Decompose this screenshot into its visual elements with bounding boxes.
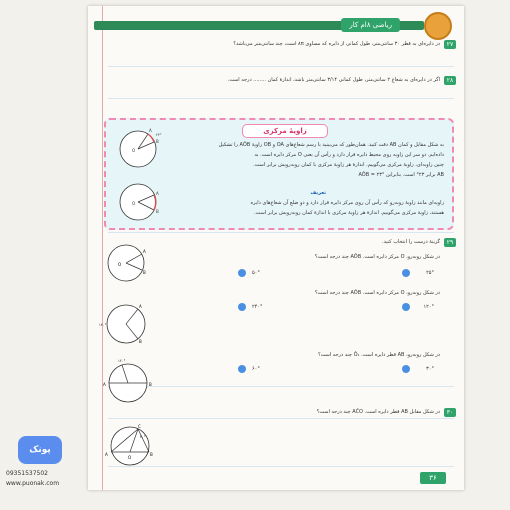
q29b-circle [98, 298, 154, 350]
book-logo-icon [424, 12, 452, 40]
box-paragraph: داده‌ایم. دو سر این زاویه روی محیط دایره قرار دارد و رأس آن یعنی O مرکز دایره است. به [254, 152, 444, 158]
q29b-text: در شکل روبه‌رو، O مرکز دایره است. AÔB چند درجه است؟ [314, 290, 440, 296]
box-paragraph: به شکل مقابل و کمان AB دقت کنید. همان‌طور که می‌بینید با رسم شعاع‌های OA و OB زاویهٔ AÔB را تشکیل [218, 142, 444, 148]
page-number: ۳۶ [420, 472, 446, 484]
circle-diagram-2 [114, 178, 164, 224]
definition-label: تعریف [310, 190, 326, 196]
header-tag: ریاضی ۸ام کار [341, 18, 400, 32]
q30-number: ۳۰ [444, 408, 456, 417]
box-paragraph: AB برابر ۲۳° است. بنابراین AÔB = ۲۳° [358, 172, 444, 178]
q29c-option-2-bullet[interactable] [238, 365, 246, 373]
svg-text:۱۲۰°: ۱۲۰° [99, 323, 107, 327]
q29c-text: در شکل روبه‌رو، AB قطر دایره است. Ô₁ چند درجه است؟ [318, 352, 440, 358]
svg-text:B: B [139, 339, 142, 344]
box-paragraph: چنین زاویه‌ای، زاویهٔ مرکزی می‌گوییم. اندازهٔ هر زاویهٔ مرکزی با کمان روبه‌رویش برابر است. [253, 162, 444, 168]
svg-text:B: B [156, 209, 159, 214]
q29-number: ۲۹ [444, 238, 456, 247]
svg-text:B: B [149, 382, 152, 387]
svg-text:O: O [118, 262, 122, 267]
label-o: O [132, 148, 136, 153]
svg-text:A: A [139, 304, 142, 309]
svg-text:O: O [128, 455, 132, 460]
q29a-circle [104, 238, 154, 288]
q29a-option-1-bullet[interactable] [402, 269, 410, 277]
svg-text:B: B [143, 270, 146, 275]
workbook-page [88, 6, 464, 490]
circle-diagram-1 [114, 124, 164, 174]
svg-text:A: A [156, 191, 159, 196]
svg-text:B: B [150, 452, 153, 457]
definition-text: زاویه‌ای مانند زاویهٔ روبه‌رو که رأس آن روی مرکز دایره قرار دارد و دو ضلع آن شعاع‌های دایره [250, 200, 444, 206]
definition-text: هستند، زاویهٔ مرکزی می‌گوییم. اندازهٔ هر زاویهٔ مرکزی با اندازهٔ کمان روبه‌رویش برابر است. [254, 210, 444, 216]
label-23: ۲۳° [156, 133, 162, 137]
q30-text: در شکل مقابل AB قطر دایره است. AĈO چند درجه است؟ [316, 409, 440, 415]
svg-text:O: O [132, 201, 136, 206]
svg-text:۱۲۰°: ۱۲۰° [118, 359, 126, 363]
q29c-circle [102, 356, 156, 410]
q30-circle [102, 422, 158, 472]
svg-text:۳۰°: ۳۰° [140, 435, 146, 439]
rule-line [108, 66, 454, 67]
margin-line [102, 6, 103, 490]
q29-text: گزینهٔ درست را انتخاب کنید. [382, 239, 440, 245]
brand-url[interactable]: www.puonak.com [6, 480, 60, 487]
svg-text:A: A [105, 452, 108, 457]
rule-line [108, 232, 454, 233]
brand-phone: 09351537502 [6, 470, 48, 477]
label-b: B [156, 139, 159, 144]
label-a: A [149, 128, 152, 133]
q28-number: ۲۸ [444, 76, 456, 85]
svg-text:A: A [143, 249, 146, 254]
q27-text: در دایره‌ای به قطر ۳۰ سانتی‌متر، طول کمانی از دایره که مساوی ۸π است، چند سانتی‌متر می‌باشد؟ [233, 41, 440, 47]
rule-line [108, 418, 454, 419]
q29c-option-2[interactable]: ۶۰° [252, 366, 260, 372]
q29b-option-2[interactable]: ۲۴۰° [252, 304, 263, 310]
q28-text: اگر در دایره‌ای به شعاع ۲ سانتی‌متر، طول کمانی ۳/۱۴ سانتی‌متر باشد، اندازهٔ کمان ........ درجه است. [227, 77, 440, 83]
q29c-option-1[interactable]: ۳۰° [426, 366, 434, 372]
q29a-option-2-bullet[interactable] [238, 269, 246, 277]
q27-number: ۲۷ [444, 40, 456, 49]
box-title: زاویهٔ مرکزی [242, 124, 328, 138]
rule-line [108, 98, 454, 99]
q29b-option-1[interactable]: ۱۲۰° [423, 304, 434, 310]
q29a-text: در شکل روبه‌رو، O مرکز دایره است. AÔB چند درجه است؟ [314, 254, 440, 260]
q29a-option-1[interactable]: ۲۵° [426, 270, 434, 276]
svg-text:A: A [103, 382, 106, 387]
q29c-option-1-bullet[interactable] [402, 365, 410, 373]
q29a-option-2[interactable]: ۵۰° [252, 270, 260, 276]
brand-watermark [6, 436, 84, 500]
rule-line [108, 386, 454, 387]
q29b-option-2-bullet[interactable] [238, 303, 246, 311]
svg-text:C: C [138, 424, 141, 429]
brand-logo: پونک [18, 436, 62, 464]
central-angle-box [104, 118, 454, 230]
rule-line [108, 466, 454, 467]
q29b-option-1-bullet[interactable] [402, 303, 410, 311]
